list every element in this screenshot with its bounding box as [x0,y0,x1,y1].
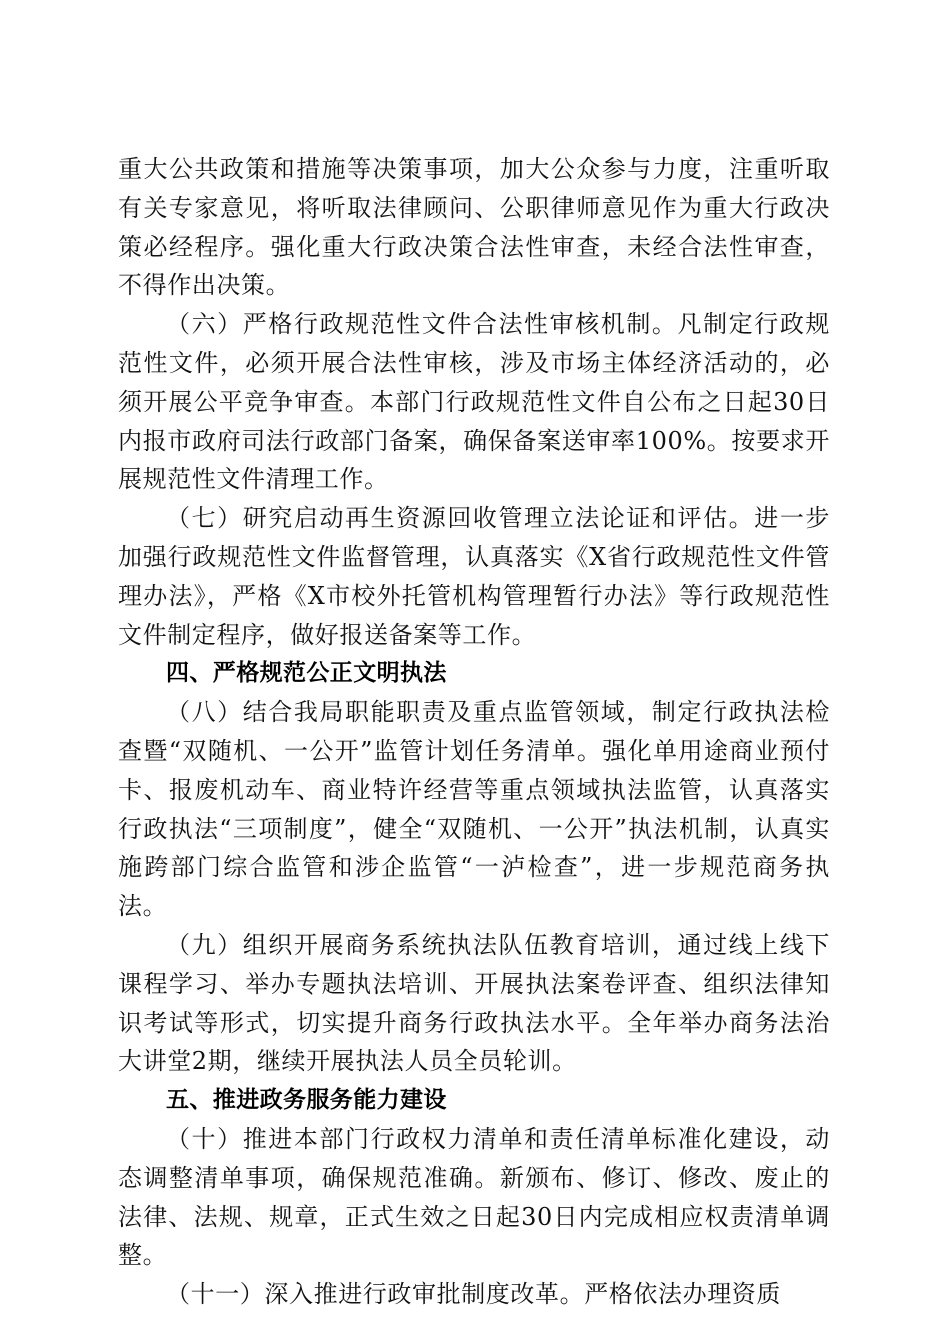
paragraph-item-10: （十）推进本部门行政权力清单和责任清单标准化建设，动态调整清单事项，确保规范准确。新颁布、修订、修改、废止的法律、法规、规章，正式生效之日起30日内完成相应权责清单调整。 [118,1124,830,1270]
paragraph-item-9: （九）组织开展商务系统执法队伍教育培训，通过线上线下课程学习、举办专题执法培训、开展执法案卷评查、组织法律知识考试等形式，切实提升商务行政执法水平。全年举办商务法治大讲堂2期，继续开展执法人员全员轮训。 [118,930,830,1076]
paragraph-item-11: （十一）深入推进行政审批制度改革。严格依法办理资质 [166,1280,781,1309]
section-heading-5: 五、推进政务服务能力建设 [166,1087,447,1114]
paragraph-item-7: （七）研究启动再生资源回收管理立法论证和评估。进一步加强行政规范性文件监督管理，认真落实《X省行政规范性文件管理办法》，严格《X市校外托管机构管理暂行办法》等行政规范性文件制定程序，做好报送备案等工作。 [118,504,830,649]
document-body [118,150,830,1314]
paragraph-item-6: （六）严格行政规范性文件合法性审核机制。凡制定行政规范性文件，必须开展合法性审核，涉及市场主体经济活动的，必须开展公平竞争审查。本部门行政规范性文件自公布之日起30日内报市政府司法行政部门备案，确保备案送审率100%。按要求开展规范性文件清理工作。 [118,310,830,494]
paragraph-item-8: （八）结合我局职能职责及重点监管领域，制定行政执法检查暨“双随机、一公开”监管计划任务清单。强化单用途商业预付卡、报废机动车、商业特许经营等重点领域执法监管，认真落实行政执法“三项制度”，健全“双随机、一公开”执法机制，认真实施跨部门综合监管和涉企监管“一泸检查”，进一步规范商务执法。 [118,698,830,921]
paragraph-decision-review: 重大公共政策和措施等决策事项，加大公众参与力度，注重听取有关专家意见，将听取法律顾问、公职律师意见作为重大行政决策必经程序。强化重大行政决策合法性审查，未经合法性审查，不得作出决策。 [118,155,830,300]
section-heading-4: 四、严格规范公正文明执法 [166,660,447,687]
